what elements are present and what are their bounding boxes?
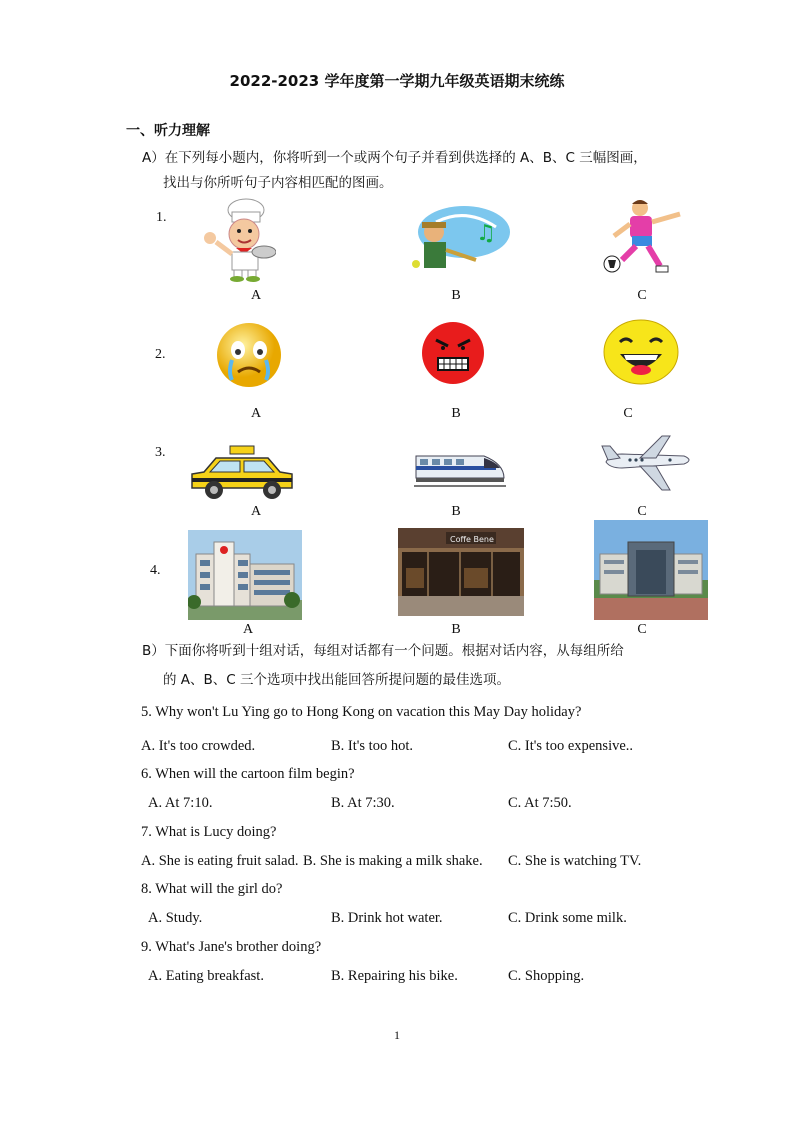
option-label: B xyxy=(451,504,461,519)
soccer-player-icon xyxy=(600,196,692,276)
crying-face-icon xyxy=(214,320,284,390)
option-text: C. She is watching TV. xyxy=(508,853,642,869)
option-text: C. At 7:50. xyxy=(508,795,572,811)
page-title: 2022-2023 学年度第一学期九年级英语期末统练 xyxy=(229,72,565,90)
option-label: B xyxy=(451,406,461,421)
option-label: A xyxy=(250,504,262,519)
train-icon xyxy=(414,444,506,490)
option-text: A. Eating breakfast. xyxy=(148,968,264,984)
option-text: A. It's too crowded. xyxy=(141,738,256,754)
option-label: C xyxy=(637,288,647,303)
option-label: A xyxy=(242,622,254,637)
section-title: 一、听力理解 xyxy=(126,123,210,139)
taxi-icon xyxy=(188,444,296,500)
page-number: 1 xyxy=(394,1028,400,1042)
hospital-building-photo xyxy=(188,530,302,620)
option-label: C xyxy=(623,406,633,421)
option-text: C. Drink some milk. xyxy=(508,910,627,926)
option-text: C. Shopping. xyxy=(508,968,585,984)
angry-face-icon xyxy=(420,320,486,386)
chef-icon xyxy=(196,196,276,282)
option-text: B. Drink hot water. xyxy=(331,910,443,926)
part-a-instruction-line1: A）在下列每小题内，你将听到一个或两个句子并看到供选择的 A、B、C 三幅图画， xyxy=(142,150,647,166)
svg-text:♫: ♫ xyxy=(476,221,496,246)
question-text: 7. What is Lucy doing? xyxy=(141,824,277,840)
coffee-shop-photo xyxy=(398,528,524,616)
option-label: C xyxy=(637,504,647,519)
picture-question-number: 3. xyxy=(155,445,166,460)
part-a-instruction-line2: 找出与你所听句子内容相匹配的图画。 xyxy=(163,175,393,191)
option-label: A xyxy=(250,288,262,303)
option-text: B. She is making a milk shake. xyxy=(303,853,483,869)
question-text: 6. When will the cartoon film begin? xyxy=(141,766,355,782)
musician-icon xyxy=(406,202,510,274)
airplane-icon xyxy=(600,432,694,498)
option-text: A. At 7:10. xyxy=(148,795,213,811)
picture-question-number: 2. xyxy=(155,347,166,362)
option-text: A. She is eating fruit salad. xyxy=(141,853,299,869)
option-label: C xyxy=(637,622,647,637)
question-text: 9. What's Jane's brother doing? xyxy=(141,939,322,955)
part-b-instruction-line2: 的 A、B、C 三个选项中找出能回答所提问题的最佳选项。 xyxy=(163,672,511,688)
option-text: B. At 7:30. xyxy=(331,795,395,811)
svg-text:Coffe Bene: Coffe Bene xyxy=(450,535,494,544)
question-text: 8. What will the girl do? xyxy=(141,881,283,897)
option-text: B. Repairing his bike. xyxy=(331,968,458,984)
laughing-face-icon xyxy=(602,318,680,386)
part-b-instruction-line1: B）下面你将听到十组对话，每组对话都有一个问题。根据对话内容，从每组所给 xyxy=(142,643,624,659)
option-text: C. It's too expensive.. xyxy=(508,738,634,754)
option-text: B. It's too hot. xyxy=(331,738,413,754)
picture-question-number: 1. xyxy=(156,210,167,225)
picture-question-number: 4. xyxy=(150,563,161,578)
option-label: B xyxy=(451,622,461,637)
option-text: A. Study. xyxy=(148,910,203,926)
option-label: A xyxy=(250,406,262,421)
question-text: 5. Why won't Lu Ying go to Hong Kong on vacation this May Day holiday? xyxy=(141,704,582,720)
option-label: B xyxy=(451,288,461,303)
library-building-photo xyxy=(594,520,708,620)
